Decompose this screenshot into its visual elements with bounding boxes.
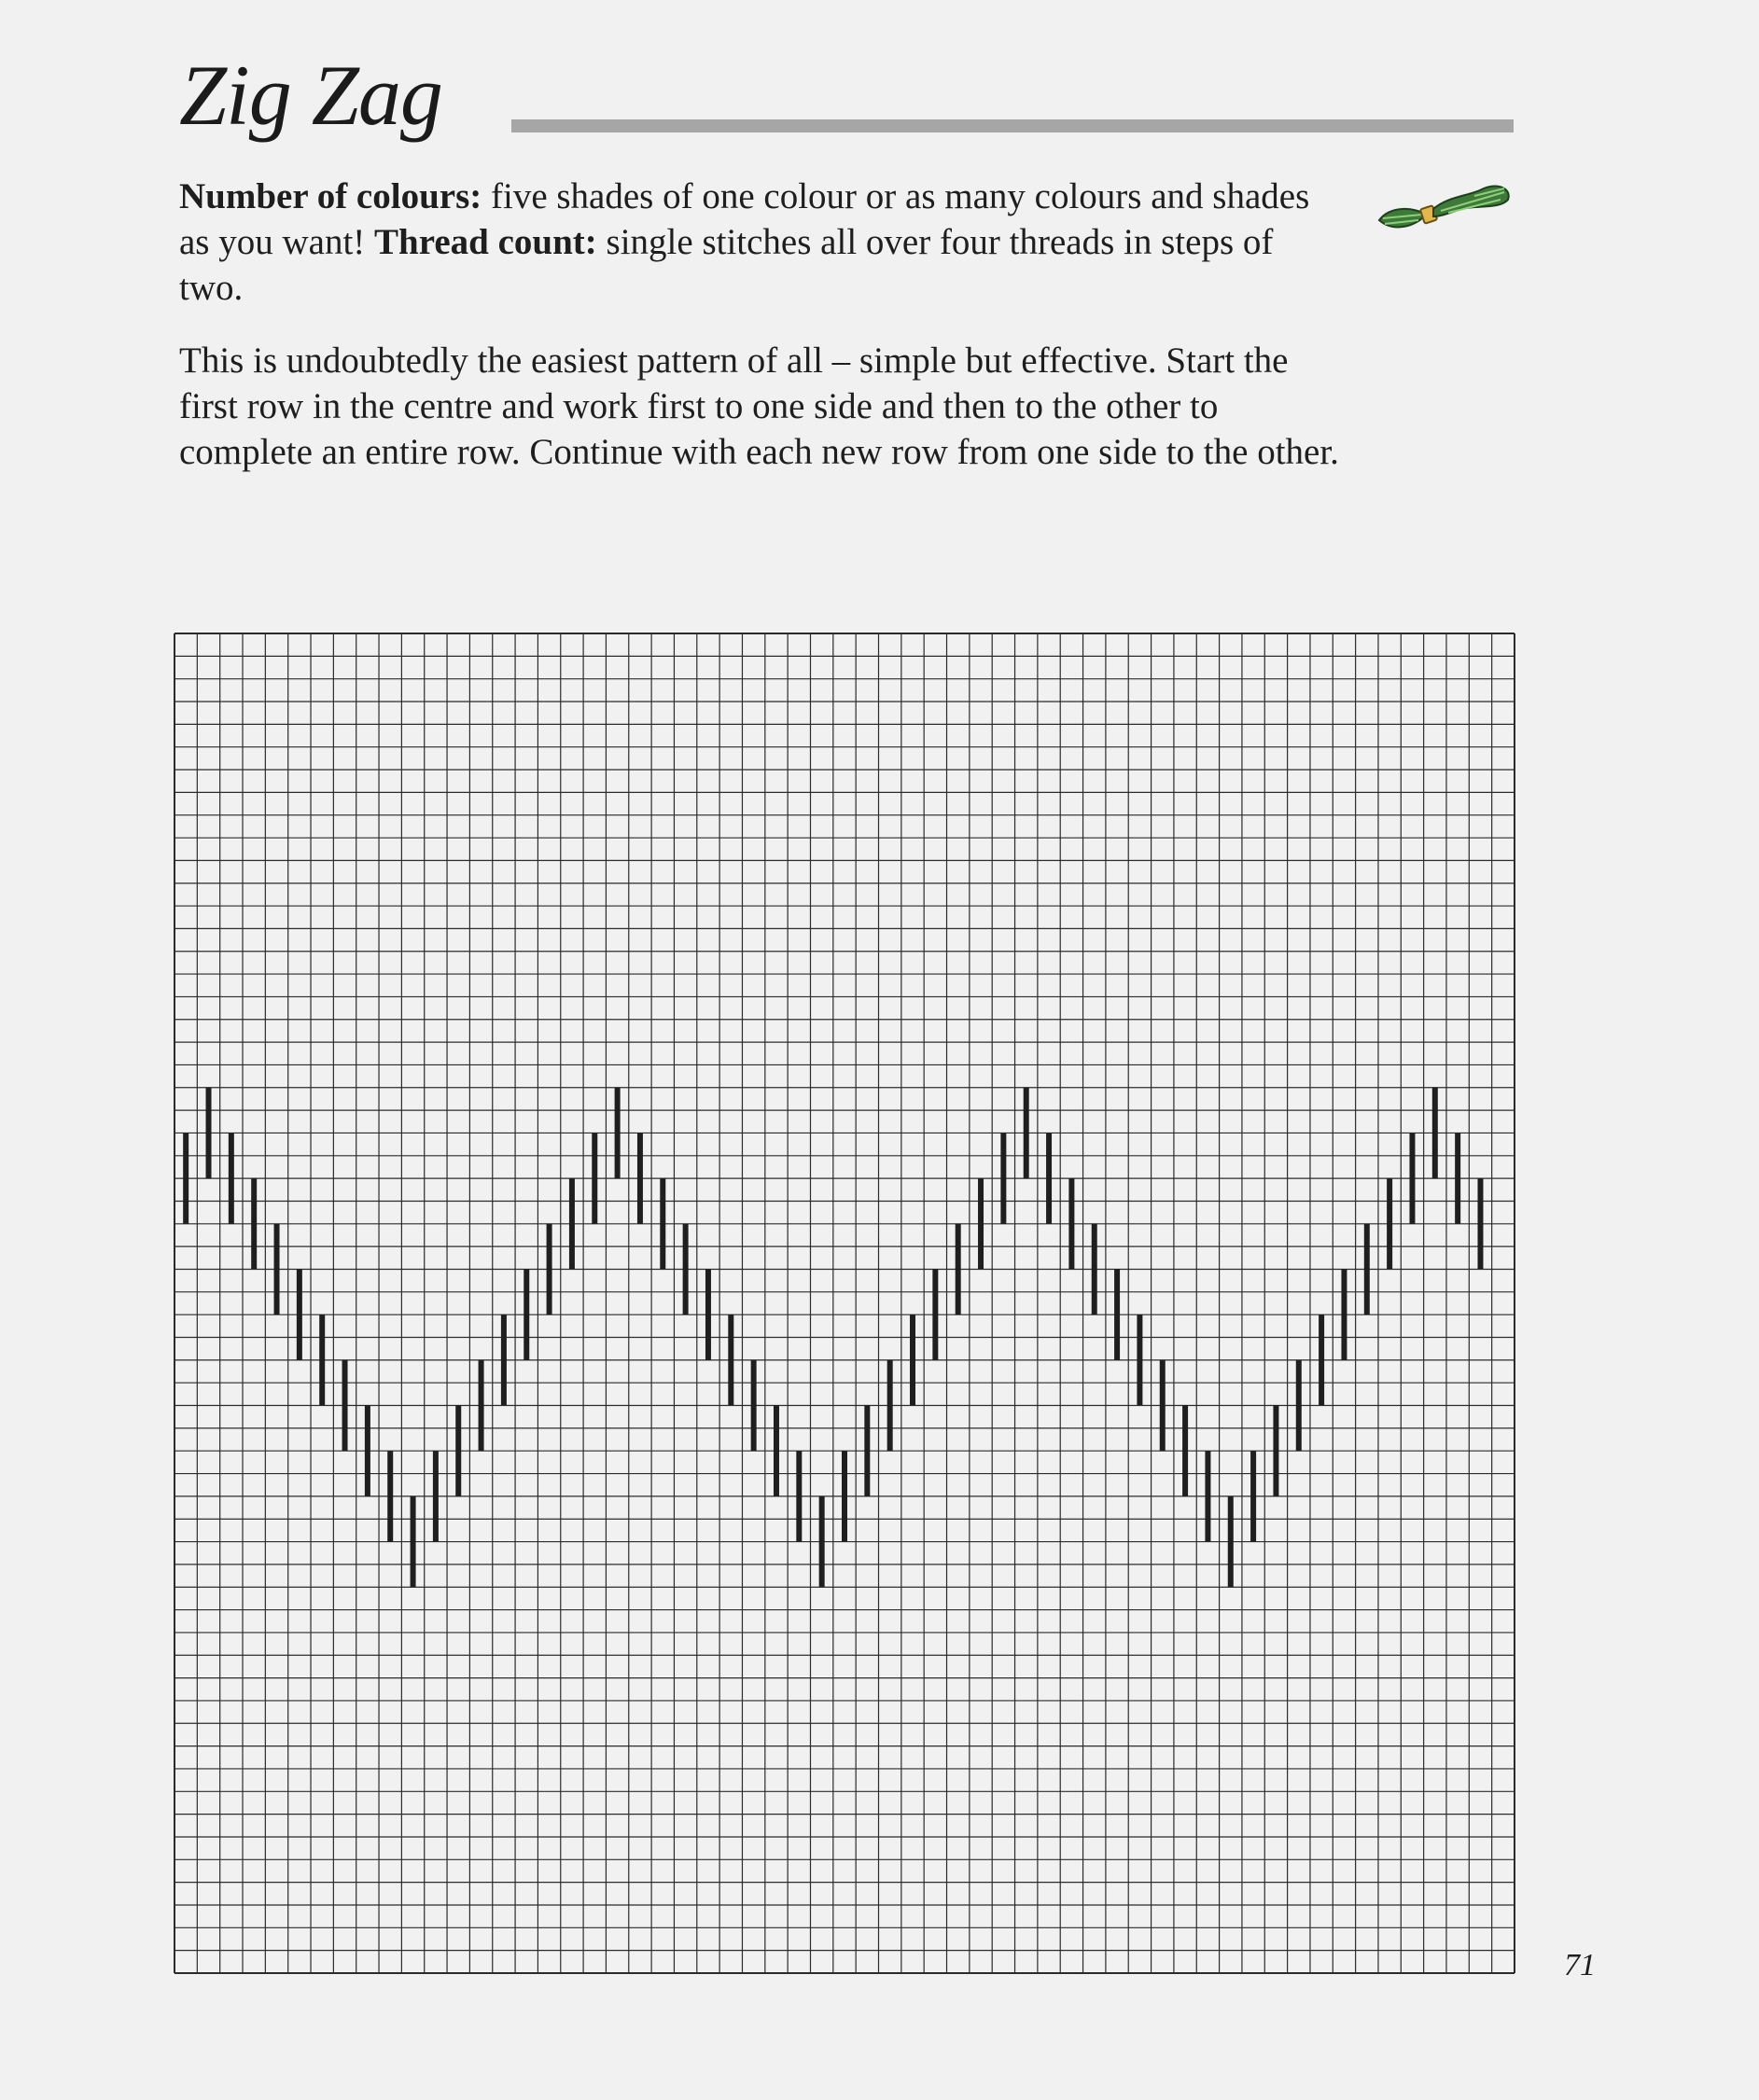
colours-text: five shades of one colour or as many colours and shades as you want! [179, 176, 1310, 262]
stitch-chart [174, 633, 1515, 1974]
thread-count-text: single stitches all over four threads in steps of two. [179, 222, 1274, 308]
instructions-paragraph: This is undoubtedly the easiest pattern of all – simple but effective. Start the first row in the centre and work first to one side and then to the other to complete an entire row. Continue with each new row from one side to the other. [179, 341, 1339, 472]
intro-paragraph [179, 174, 1346, 311]
grid-lines [175, 633, 1515, 1973]
thread-skein-icon [1374, 168, 1514, 252]
page-number: 71 [1564, 1948, 1596, 1982]
title-rule [511, 119, 1514, 132]
colours-label: Number of colours: [179, 176, 482, 216]
page-title: Zig Zag [179, 48, 442, 143]
thread-count-label: Thread count: [374, 222, 597, 262]
